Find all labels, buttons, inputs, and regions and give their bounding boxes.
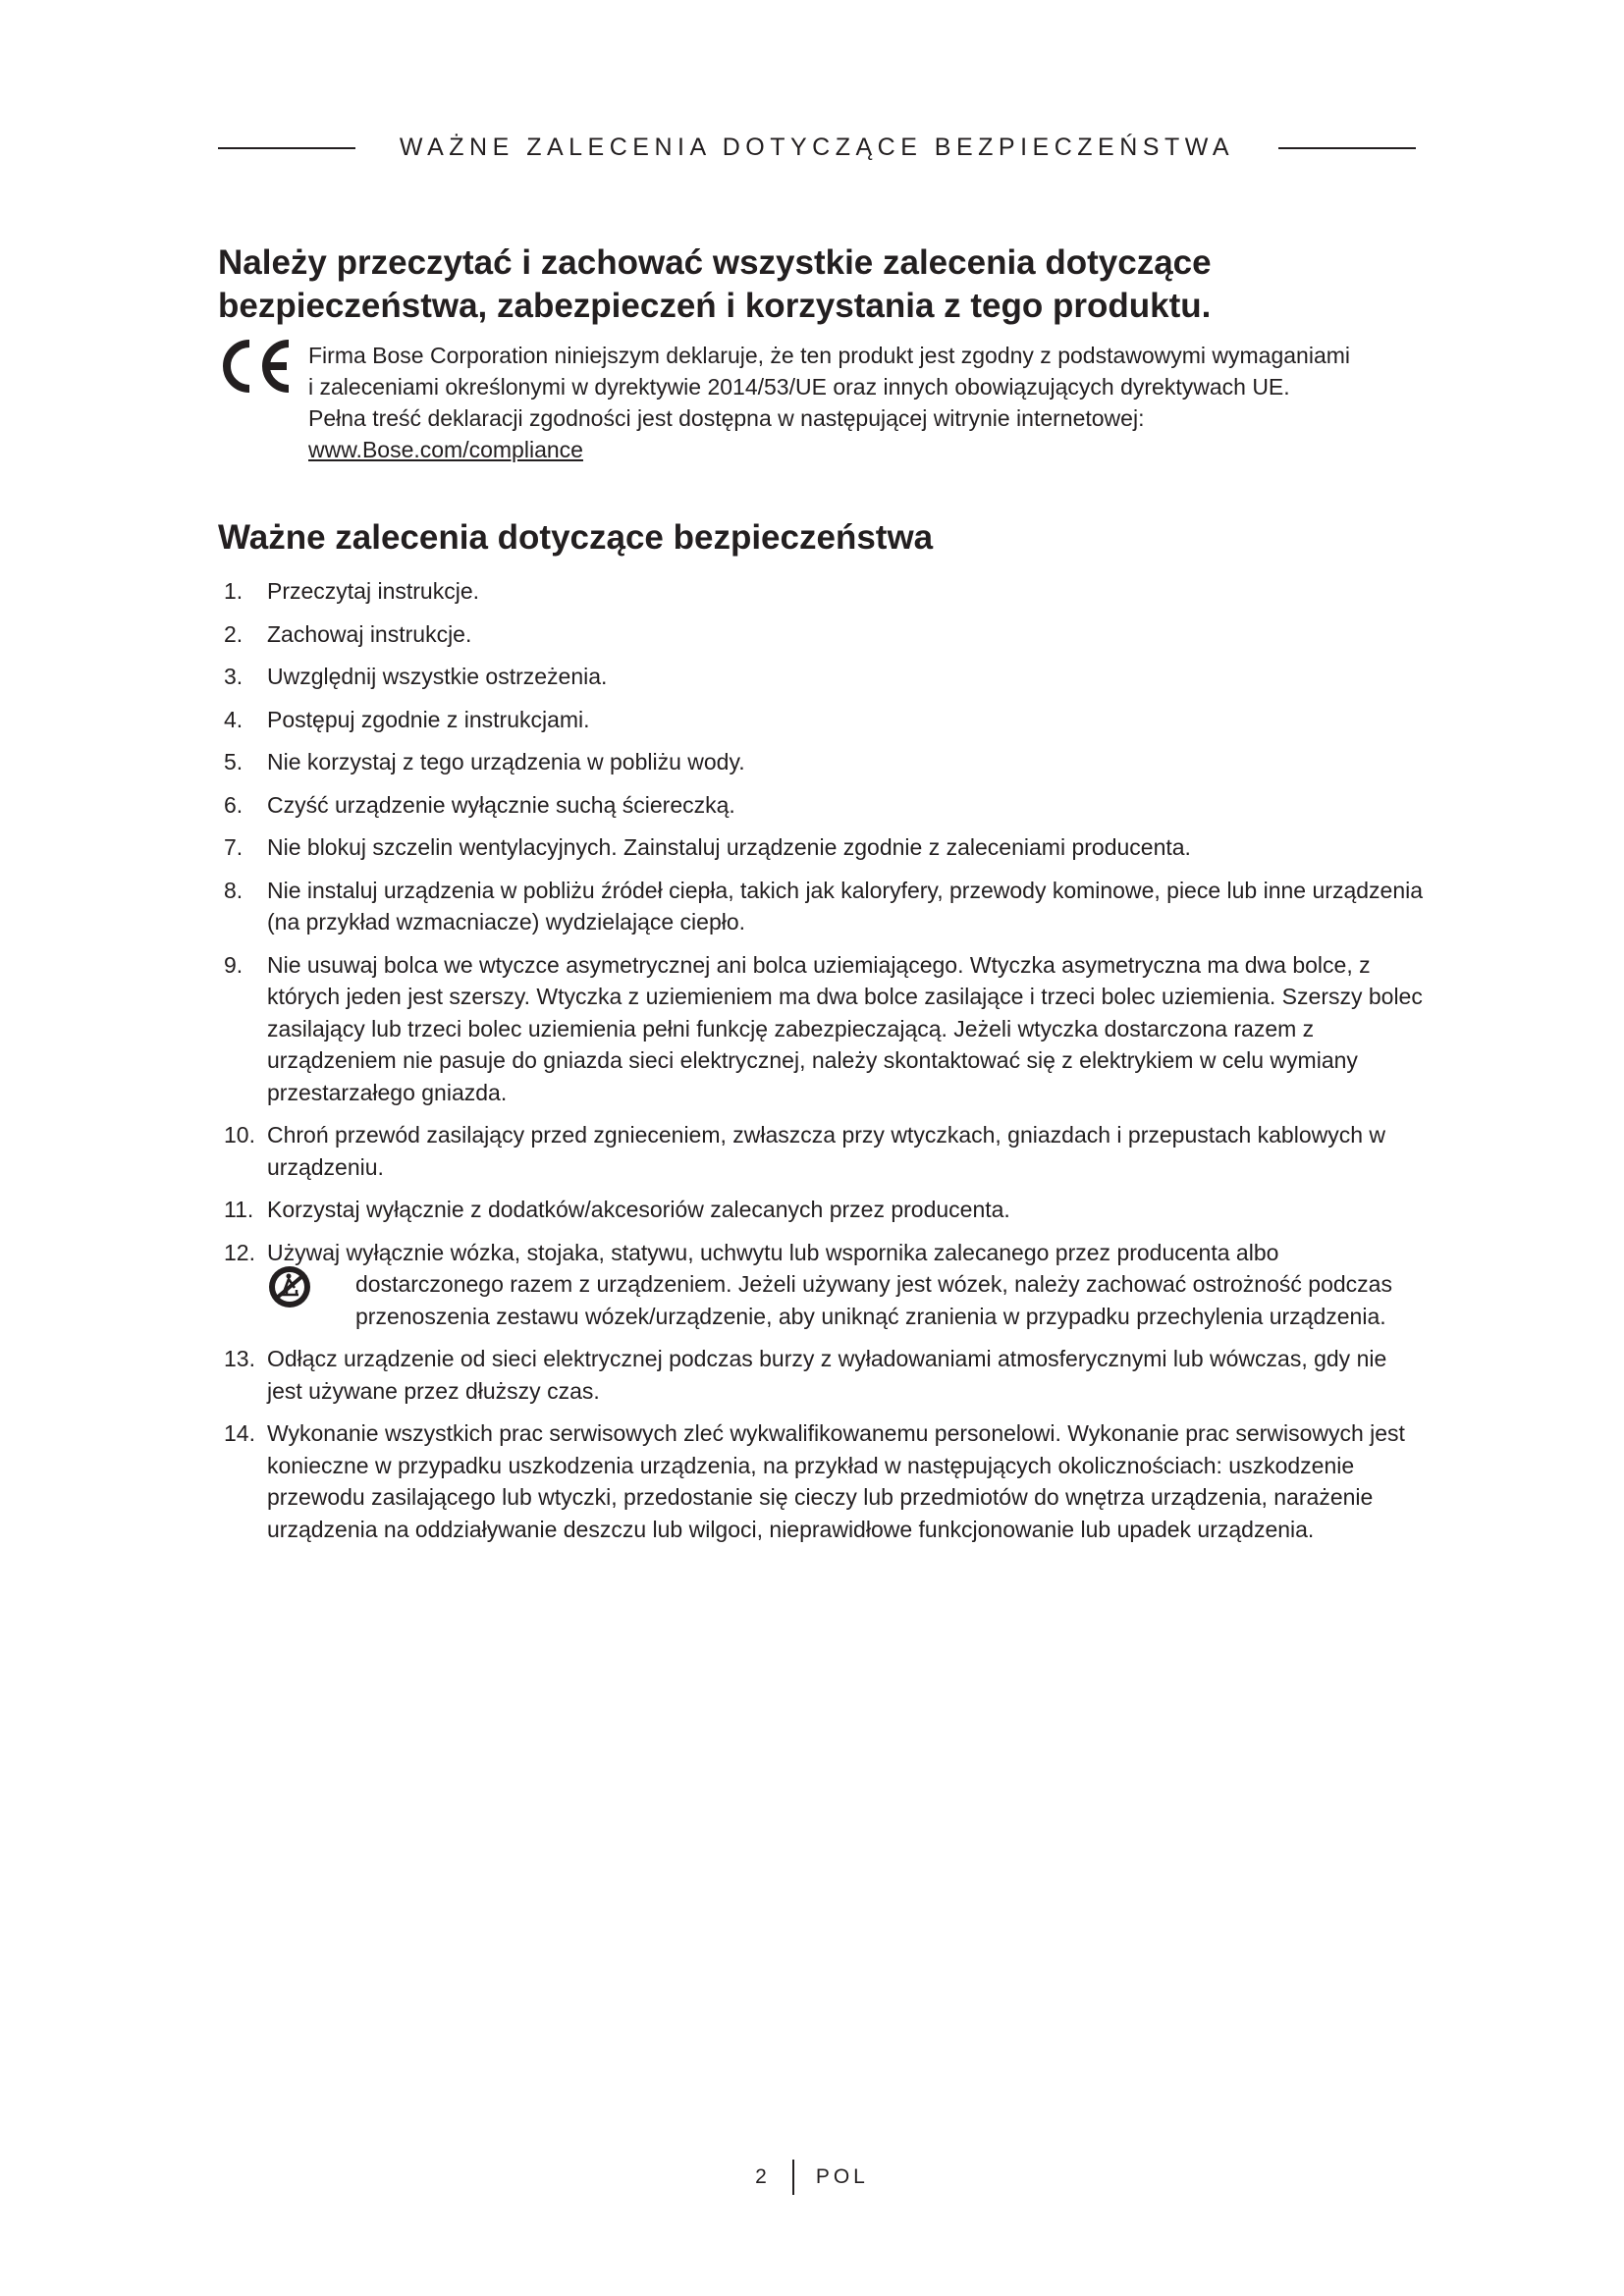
page-footer [0, 2160, 1624, 2195]
item-text: Zachowaj instrukcje. [267, 620, 472, 647]
item-text-first: Używaj wyłącznie wózka, stojaka, statywu, uchwytu lub wspornika zalecanego przez producenta albo [267, 1239, 1279, 1265]
page-header [218, 133, 1416, 162]
item-text: Odłącz urządzenie od sieci elektrycznej podczas burzy z wyładowaniami atmosferycznymi lub wówczas, gdy nie jest używane przez dłuższy czas. [267, 1346, 1387, 1404]
safety-item-14 [218, 1417, 1426, 1545]
ce-mark-icon [216, 338, 295, 395]
item-number: 13. [224, 1346, 255, 1371]
safety-item-6 [218, 789, 1426, 822]
safety-item-1 [218, 575, 1426, 608]
item-number: 9. [224, 951, 244, 978]
page-number: 2 [755, 2165, 771, 2188]
safety-heading: Ważne zalecenia dotyczące bezpieczeństwa [218, 518, 934, 557]
item-text: Postępuj zgodnie z instrukcjami. [267, 706, 590, 732]
item-number: 10. [224, 1122, 255, 1148]
item-text: Nie korzystaj z tego urządzenia w pobliżu wody. [267, 749, 745, 774]
header-rule-right [1278, 147, 1416, 149]
intro-heading [218, 241, 1426, 328]
item-number: 5. [224, 749, 244, 774]
item-number: 1. [224, 578, 244, 604]
safety-item-4 [218, 704, 1426, 736]
item-number: 11. [224, 1197, 254, 1222]
item-text: Czyść urządzenie wyłącznie suchą ściereczką. [267, 791, 735, 818]
cart-tip-warning-icon [267, 1264, 312, 1309]
safety-item-10 [218, 1119, 1426, 1183]
item-text: Nie blokuj szczelin wentylacyjnych. Zainstaluj urządzenie zgodnie z zaleceniami producenta. [267, 834, 1191, 860]
safety-item-3 [218, 661, 1426, 693]
safety-item-12 [218, 1237, 1426, 1333]
footer-divider [792, 2160, 794, 2195]
ce-declaration [308, 340, 1418, 465]
header-title: WAŻNE ZALECENIA DOTYCZĄCE BEZPIECZEŃSTWA [399, 133, 1235, 161]
item-number: 6. [224, 791, 244, 818]
item-text: Nie instaluj urządzenia w pobliżu źródeł ciepła, takich jak kaloryfery, przewody kominowe, piece lub inne urządzenia (na przykład wzmacniacze) wydzielające ciepło. [267, 877, 1424, 934]
item-number: 12. [224, 1239, 255, 1265]
safety-item-13 [218, 1343, 1426, 1407]
item-number: 4. [224, 706, 244, 732]
item-number: 7. [224, 834, 244, 860]
item-number: 8. [224, 877, 244, 903]
safety-item-8 [218, 875, 1426, 938]
language-code: POL [815, 2165, 869, 2188]
safety-item-5 [218, 746, 1426, 778]
item-text: Nie usuwaj bolca we wtyczce asymetrycznej ani bolca uziemiającego. Wtyczka asymetryczna ma dwa bolce, z których jeden jest szerszy. Wtyczka z uziemieniem ma dwa bolce zasilające i trzeci bolec uziemienia. Szerszy bolec zasilający lub trzeci bolec uziemienia pełni funkcję zabezpieczającą. Jeżeli wtyczka dostarczona razem z urządzeniem nie pasuje do gniazda sieci elektrycznej, należy skontaktować się z elektrykiem w celu wymiany przestarzałego gniazda. [267, 951, 1423, 1105]
ce-declaration-line2: i zaleceniami określonymi w dyrektywie 2014/53/UE oraz innych obowiązujących dyrektywach UE. [308, 374, 1290, 400]
header-rule-left [218, 147, 355, 149]
ce-declaration-line3: Pełna treść deklaracji zgodności jest dostępna w następującej witrynie internetowej: [308, 405, 1145, 431]
safety-item-9 [218, 949, 1426, 1109]
item-text: Przeczytaj instrukcje. [267, 578, 480, 604]
safety-item-7 [218, 831, 1426, 864]
safety-instructions-list [218, 575, 1426, 1556]
intro-heading-line1: Należy przeczytać i zachować wszystkie zalecenia dotyczące [218, 243, 1212, 282]
item-text: Chroń przewód zasilający przed zgnieceniem, zwłaszcza przy wtyczkach, gniazdach i przepustach kablowych w urządzeniu. [267, 1122, 1386, 1180]
safety-item-2 [218, 618, 1426, 651]
ce-declaration-line1: Firma Bose Corporation niniejszym deklaruje, że ten produkt jest zgodny z podstawowymi wymaganiami [308, 343, 1351, 368]
item-text: Uwzględnij wszystkie ostrzeżenia. [267, 664, 608, 689]
compliance-link[interactable]: www.Bose.com/compliance [308, 437, 583, 462]
intro-heading-line2: bezpieczeństwa, zabezpieczeń i korzystania z tego produktu. [218, 287, 1212, 325]
item-text: Korzystaj wyłącznie z dodatków/akcesoriów zalecanych przez producenta. [267, 1197, 1010, 1222]
item-text: Wykonanie wszystkich prac serwisowych zleć wykwalifikowanemu personelowi. Wykonanie prac serwisowych jest konieczne w przypadku uszkodzenia urządzenia, na przykład w następujących okolicznościach: uszkodzenie przewodu zasilającego lub wtyczki, przedostanie się cieczy lub przedmiotów do wnętrza urządzenia, narażenie urządzenia na oddziaływanie deszczu lub wilgoci, nieprawidłowe funkcjonowanie lub upadek urządzenia. [267, 1420, 1405, 1542]
item-number: 14. [224, 1420, 255, 1446]
item-number: 2. [224, 620, 244, 647]
safety-item-11 [218, 1194, 1426, 1226]
item-text-rest: dostarczonego razem z urządzeniem. Jeżeli używany jest wózek, należy zachować ostrożność podczas przenoszenia zestawu wózek/urządzenie, aby uniknąć zranienia w przypadku przechylenia urządzenia. [355, 1271, 1392, 1329]
item-number: 3. [224, 664, 244, 689]
